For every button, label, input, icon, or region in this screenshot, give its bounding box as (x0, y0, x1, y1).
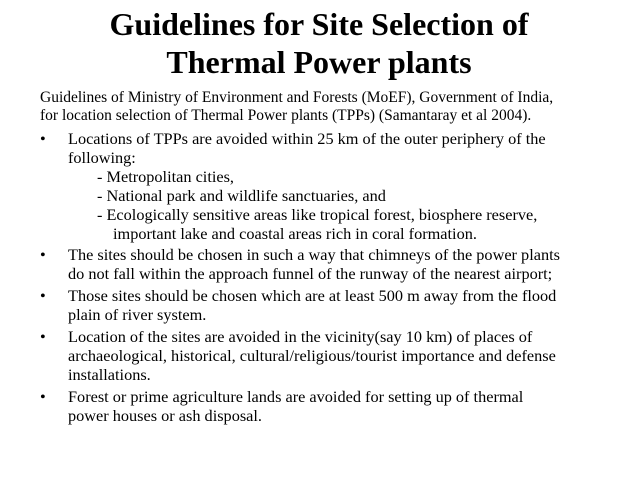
bullet-icon: • (40, 129, 46, 148)
bullet-line: following: (68, 147, 136, 167)
slide-title (0, 5, 638, 81)
sub-item: - Ecologically sensitive areas like tropical forest, biosphere reserve, (97, 204, 538, 224)
bullet-item (40, 246, 630, 284)
intro-line: for location selection of Thermal Power plants (TPPs) (Samantaray et al 2004). (40, 107, 532, 124)
bullet-item (40, 287, 630, 325)
intro-paragraph (40, 89, 620, 125)
intro-line: Guidelines of Ministry of Environment and Forests (MoEF), Government of India, (40, 89, 554, 106)
bullet-line: installations. (68, 364, 151, 384)
bullet-line: Those sites should be chosen which are at least 500 m away from the flood (68, 286, 557, 306)
bullet-line: Forest or prime agriculture lands are avoided for setting up of thermal (68, 386, 524, 406)
bullet-line: archaeological, historical, cultural/religious/tourist importance and defense (68, 345, 556, 365)
bullet-icon: • (40, 245, 46, 265)
bullet-line: plain of river system. (68, 305, 207, 325)
bullet-line: do not fall within the approach funnel of the runway of the nearest airport; (68, 264, 553, 284)
bullet-line: Location of the sites are avoided in the vicinity(say 10 km) of places of (68, 327, 533, 347)
title-line: Thermal Power plants (166, 44, 472, 80)
bullet-icon: • (40, 327, 46, 347)
sub-item-continuation: important lake and coastal areas rich in coral formation. (113, 223, 477, 243)
bullet-line: The sites should be chosen in such a way that chimneys of the power plants (68, 245, 560, 265)
bullet-item (40, 388, 630, 426)
sub-item: - National park and wildlife sanctuaries, and (97, 185, 386, 205)
bullet-icon: • (40, 386, 46, 406)
bullet-line: Locations of TPPs are avoided within 25 km of the outer periphery of the (68, 129, 546, 148)
bullet-list (40, 130, 630, 426)
bullet-item (40, 328, 630, 385)
bullet-line: power houses or ash disposal. (68, 405, 262, 425)
title-line: Guidelines for Site Selection of (109, 6, 529, 42)
sub-item: - Metropolitan cities, (97, 166, 234, 186)
bullet-icon: • (40, 286, 46, 306)
bullet-item (40, 130, 630, 243)
